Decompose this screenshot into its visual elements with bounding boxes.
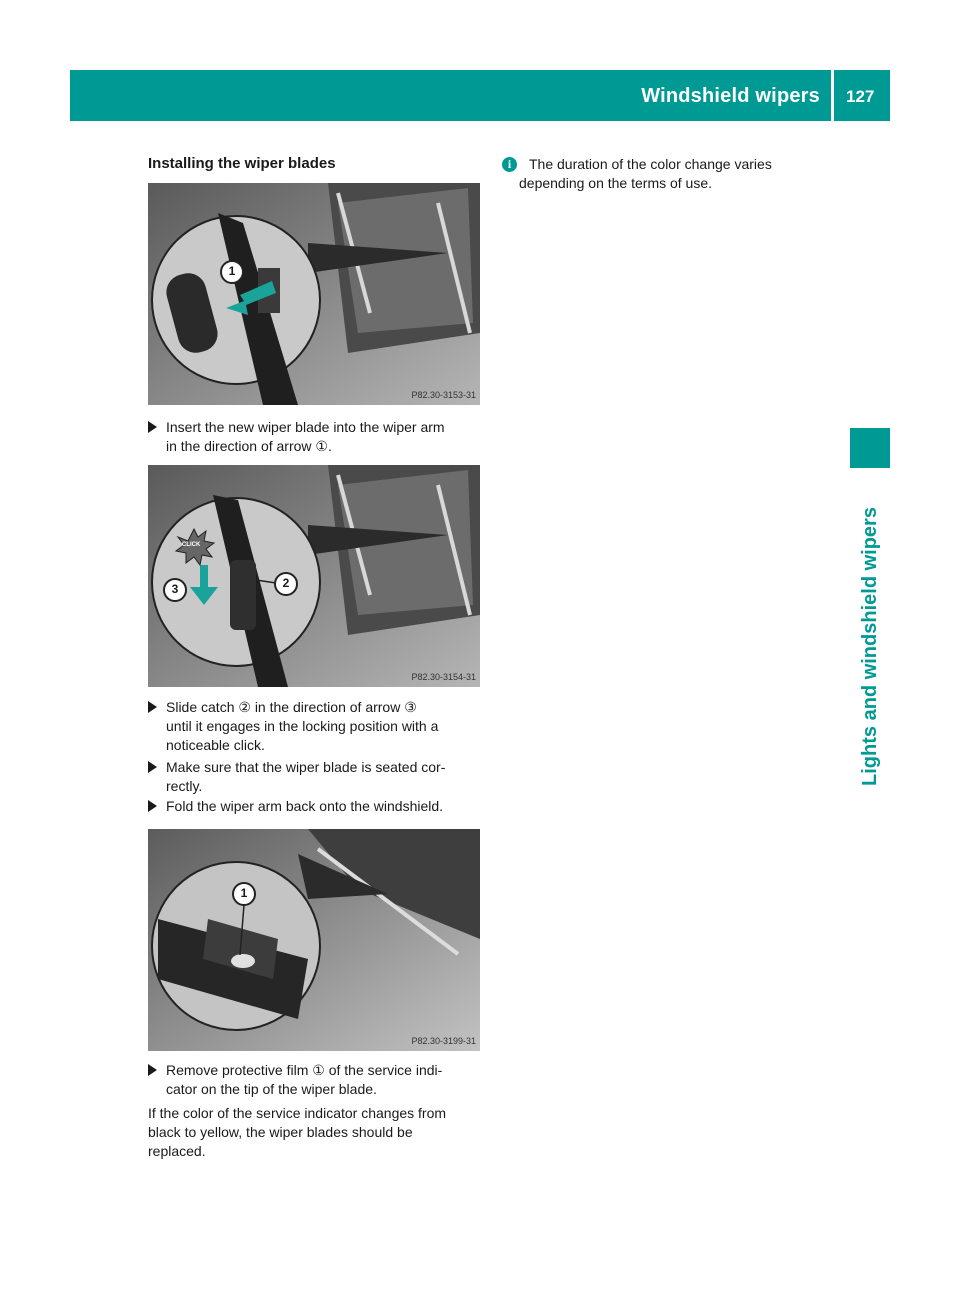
page-header [70,70,890,121]
figure-illustration [148,465,480,687]
figure-code: P82.30-3199-31 [411,1036,476,1046]
info-icon: i [502,157,517,172]
figure-code: P82.30-3153-31 [411,390,476,400]
step-item: Insert the new wiper blade into the wiper arm in the direction of arrow ①. [148,418,483,456]
figure-callout: 1 [228,264,236,278]
side-tab-label [850,486,890,806]
click-badge: CLICK [182,542,201,548]
figure-illustration [148,829,480,1051]
header-divider [831,70,834,121]
figure-code: P82.30-3154-31 [411,672,476,682]
side-tab-text: Lights and windshield wipers [858,506,881,786]
step-arrow-icon [148,701,157,713]
step-item: Slide catch ② in the direction of arrow ③ until it engages in the locking position with a noticeable click. [148,698,483,755]
figure-service-indicator [148,829,480,1051]
step-item: Fold the wiper arm back onto the windshield. [148,797,483,816]
info-note: i The duration of the color change varies depending on the terms of use. [502,155,822,193]
figure-callout: 3 [171,582,179,596]
page-number: 127 [846,87,875,106]
figure-insert-blade [148,183,480,405]
header-title: Windshield wipers [641,85,820,107]
step-arrow-icon [148,421,157,433]
figure-callout: 2 [282,576,290,590]
figure-callout: 1 [240,886,248,900]
body-paragraph: If the color of the service indicator changes from black to yellow, the wiper blades should be replaced. [148,1105,447,1159]
step-item: Remove protective film ① of the service indi- cator on the tip of the wiper blade. [148,1061,483,1099]
step-arrow-icon [148,761,157,773]
side-tab-marker [850,428,890,468]
figure-illustration [148,183,480,405]
step-arrow-icon [148,1064,157,1076]
step-arrow-icon [148,800,157,812]
step-item: Make sure that the wiper blade is seated cor- rectly. [148,758,483,796]
section-title: Installing the wiper blades [148,155,336,172]
figure-slide-catch [148,465,480,687]
